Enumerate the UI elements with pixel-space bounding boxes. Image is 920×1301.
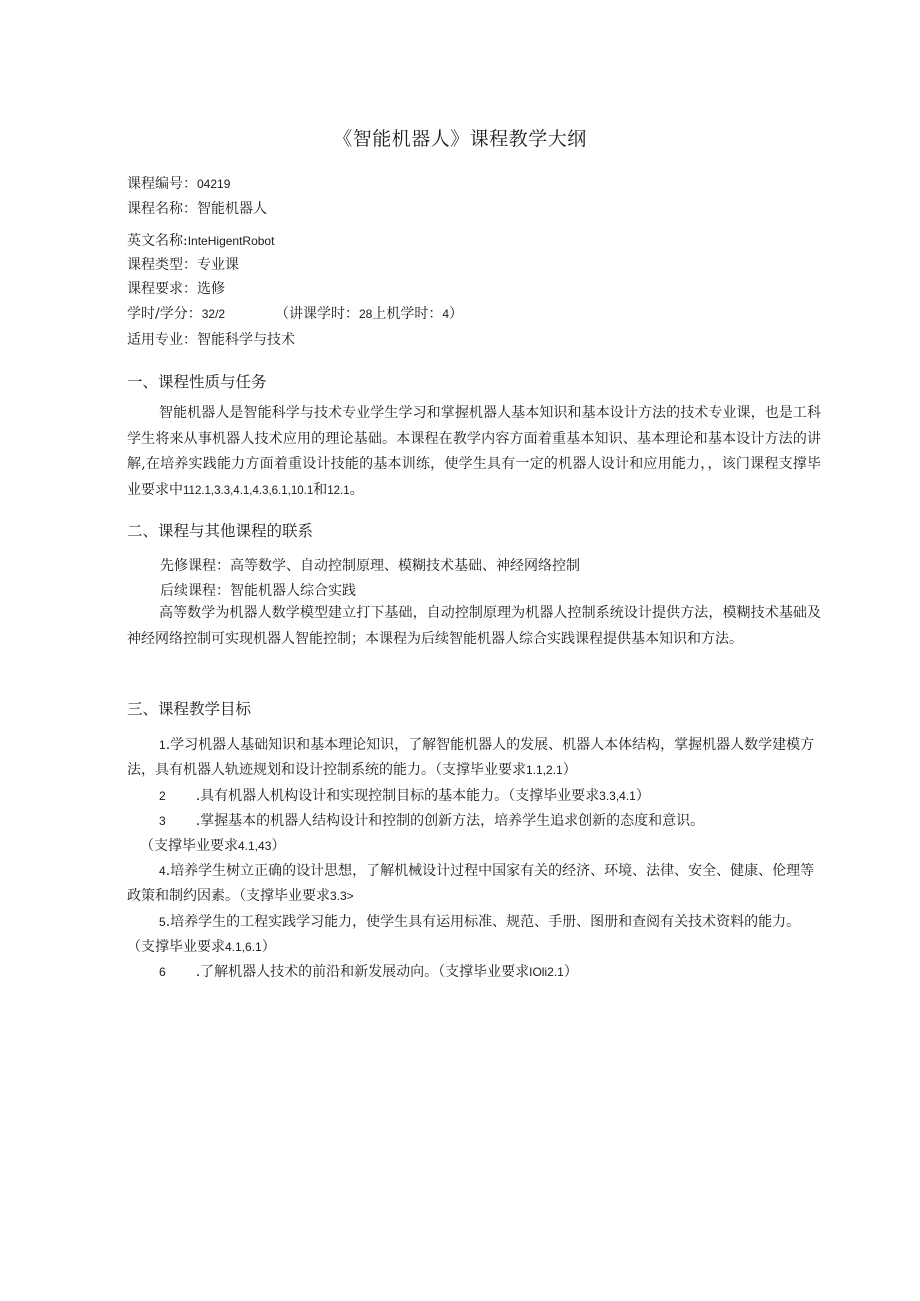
goal-text: .培养学生的工程实践学习能力，使学生具有运用标准、规范、手册、图册和查阅有关技术资料的能力。（支撑毕业要求	[127, 914, 801, 955]
goal-item	[127, 910, 821, 960]
goal-number: 1	[159, 738, 166, 752]
lab-hours-label: 上机学时：	[372, 306, 443, 322]
goal-text: .培养学生树立正确的设计思想，了解机械设计过程中国家有关的经济、环境、法律、安全、健康、伦理等政策和制约因素。（支撑毕业要求	[127, 863, 815, 904]
course-name-label: 课程名称：	[127, 201, 197, 217]
section-2-paragraph: 高等数学为机器人数学模型建立打下基础，自动控制原理为机器人控制系统设计提供方法，模糊技术基础及神经网络控制可实现机器人智能控制；本课程为后续智能机器人综合实践课程提供基本知识和方法。	[127, 605, 821, 647]
course-name-line	[127, 198, 267, 218]
goal-requirement-ref: 3.3>	[330, 889, 354, 903]
hours-detail-close: ）	[449, 306, 464, 322]
goal-text: .学习机器人基础知识和基本理论知识，了解智能机器人的发展、机器人本体结构，掌握机器人数学建模方法，具有机器人轨迹规划和设计控制系统的能力。（支撑毕业要求	[127, 737, 815, 778]
goal-item	[127, 809, 821, 834]
section-1-requirements: 112.1,3.3,4.1,4.3,6.1,10.1	[183, 484, 314, 497]
section-1-text: 智能机器人是智能科学与技术专业学生学习和掌握机器人基本知识和基本设计方法的技术专业课，也是工科学生将来从事机器人技术应用的理论基础。本课程在教学内容方面着重基本知识、基本理论和基本设计方法的讲解,在培养实践能力方面着重设计技能的基本训练，使学生具有一定的机器人设计和应用能力，，该门课程支撑毕业要求中	[127, 405, 821, 498]
section-1-heading: 一、课程性质与任务	[127, 373, 267, 391]
section-3-heading: 三、课程教学目标	[127, 700, 252, 718]
section-2-heading: 二、课程与其他课程的联系	[127, 522, 314, 540]
goal-number: 4	[159, 864, 166, 878]
major-line	[127, 329, 295, 349]
english-name-value: InteHigentRobot	[187, 234, 275, 248]
goal-requirement-ref: 3.3,4.1	[599, 789, 636, 803]
course-type-label: 课程类型：	[127, 257, 197, 273]
hours-detail	[275, 303, 463, 323]
page-title: 《智能机器人》课程教学大纲	[333, 128, 587, 150]
goal-end: ）	[271, 838, 286, 854]
goal-item	[127, 859, 821, 909]
hours-detail-open: （讲课学时：	[275, 306, 359, 322]
goal-requirement-ref: 1.1,2.1	[526, 763, 563, 777]
goal-text: .掌握基本的机器人结构设计和控制的创新方法，培养学生追求创新的态度和意识。	[195, 813, 705, 829]
goal-requirement-ref: 4.1,6.1	[225, 940, 262, 954]
section-1-end: 。	[349, 481, 364, 498]
follow-up-courses: 后续课程：智能机器人综合实践	[160, 583, 356, 599]
hours-credits-label: 学时/学分：	[127, 306, 202, 322]
goal-item-continuation	[140, 834, 740, 859]
section-1-last-requirement: 12.1	[327, 484, 350, 497]
hours-credits-value: 32/2	[201, 307, 226, 321]
course-requirement-label: 课程要求：	[127, 281, 197, 297]
english-name-line	[127, 230, 274, 250]
goal-item	[127, 784, 821, 809]
goal-item	[127, 960, 821, 985]
course-code-line	[127, 173, 230, 193]
english-name-label: 英文名称:	[127, 233, 188, 249]
goal-requirement-ref: 4.1,43	[238, 839, 272, 853]
course-type-line	[127, 254, 239, 274]
goal-number: 2	[159, 789, 166, 803]
goal-text: .了解机器人技术的前沿和新发展动向。（支撑毕业要求	[195, 964, 530, 980]
hours-credits-line	[127, 303, 225, 323]
course-code-label: 课程编号：	[127, 176, 197, 192]
goal-end: ）	[563, 964, 578, 980]
goal-end: ）	[635, 788, 650, 804]
course-name-value: 智能机器人	[197, 201, 267, 217]
goal-requirement-ref: IOli2.1	[529, 965, 564, 979]
major-value: 智能科学与技术	[197, 332, 295, 348]
lecture-hours-value: 28	[359, 307, 373, 321]
course-type-value: 专业课	[197, 257, 239, 273]
course-requirement-value: 选修	[197, 281, 225, 297]
goal-text: .具有机器人机构设计和实现控制目标的基本能力。（支撑毕业要求	[195, 788, 600, 804]
goal-number: 3	[159, 814, 166, 828]
major-label: 适用专业：	[127, 332, 197, 348]
section-1-and: 和	[313, 481, 328, 498]
course-code-value: 04219	[197, 177, 231, 191]
goal-number: 5	[159, 915, 166, 929]
goal-support-label: （支撑毕业要求	[140, 838, 238, 854]
goal-end: ）	[261, 939, 276, 955]
section-1-paragraph	[127, 401, 821, 504]
prerequisite-courses: 先修课程：高等数学、自动控制原理、模糊技术基础、神经网络控制	[160, 558, 580, 574]
goal-number: 6	[159, 965, 166, 979]
goal-item	[127, 733, 821, 783]
goal-end: ）	[562, 762, 577, 778]
lab-hours-value: 4	[442, 307, 450, 321]
course-requirement-line	[127, 278, 225, 298]
